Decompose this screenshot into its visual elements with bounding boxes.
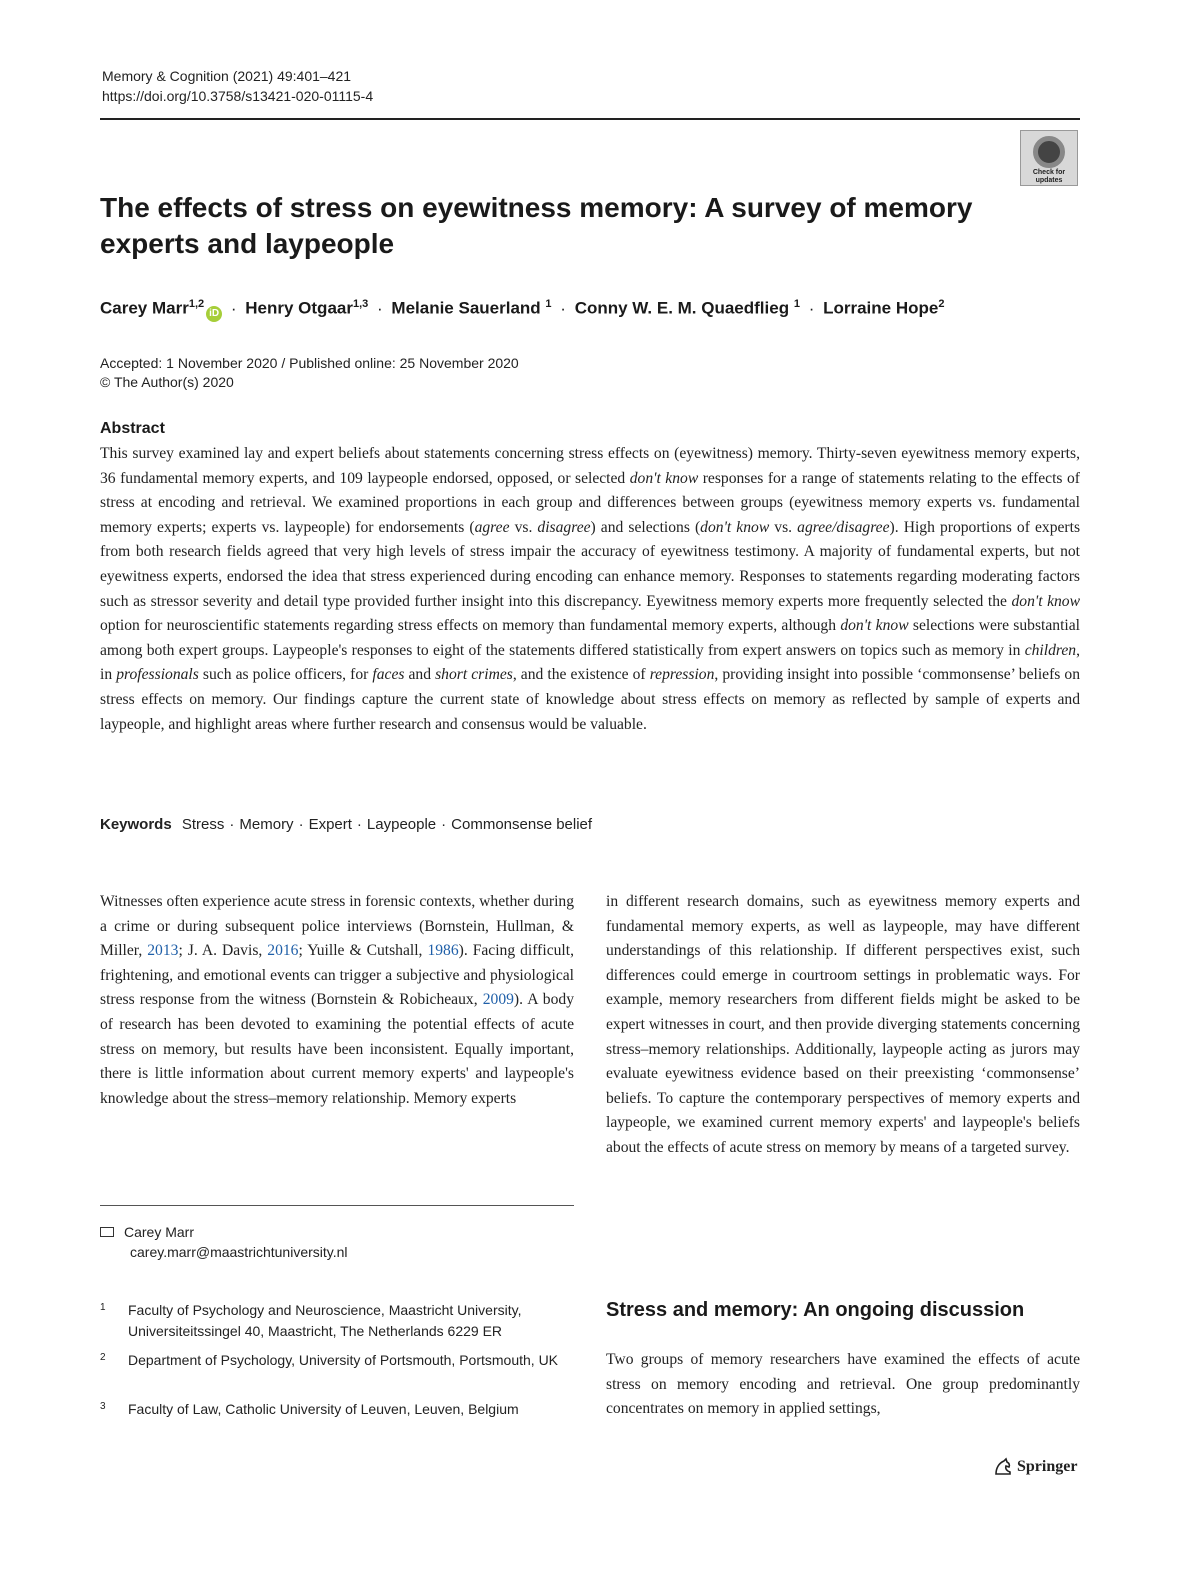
affiliation-number: 2 xyxy=(100,1352,106,1363)
citation-link[interactable]: 2016 xyxy=(267,942,299,960)
citation-link[interactable]: 1986 xyxy=(427,942,459,960)
author-affil: 1 xyxy=(545,298,552,310)
publication-dates xyxy=(100,354,519,392)
abstract-heading: Abstract xyxy=(100,420,165,437)
accepted-published: Accepted: 1 November 2020 / Published online: 25 November 2020 xyxy=(100,355,519,371)
author-name[interactable]: Melanie Sauerland xyxy=(391,298,541,318)
abstract-text: This survey examined lay and expert beliefs about statements concerning stress effects on (eyewitness) memory. Thirty-seven eyewitness memory experts, 36 fundamental memory experts, and 109 laypeople endorsed, opposed, or selected don't know responses for a range of statements relating to the effects of stress at encoding and retrieval. We examined proportions in each group and differences between groups (eyewitness memory experts vs. fundamental memory experts; experts vs. laypeople) for endorsements (agree vs. disagree) and selections (don't know vs. agree/disagree). High proportions of experts from both research fields agreed that very high levels of stress impair the accuracy of eyewitness testimony. A majority of fundamental experts, but not eyewitness experts, endorsed the idea that stress experienced during encoding can enhance memory. Responses to statements regarding moderating factors such as stressor severity and detail type provided further insight into this discrepancy. Eyewitness memory experts more frequently selected the don't know option for neuroscientific statements regarding stress effects on memory than fundamental memory experts, although don't know selections were substantial among both expert groups. Laypeople's responses to eight of the statements differed statistically from expert answers on topics such as memory in children, in professionals such as police officers, for faces and short crimes, and the existence of repression, providing insight into possible ‘commonsense’ beliefs on stress effects on memory. Our findings capture the current state of knowledge about stress effects on memory as reflected by sample of experts and laypeople, and highlight areas where further research and consensus would be valuable. xyxy=(100,445,1081,733)
paper-title: The effects of stress on eyewitness memory: A survey of memory experts and laypeople xyxy=(100,192,973,259)
keywords-label: Keywords xyxy=(100,816,172,833)
body-right-paragraph-2: Two groups of memory researchers have examined the effects of acute stress on memory encoding and retrieval. One group predominantly concentrates on memory in applied settings, xyxy=(606,1351,1080,1418)
affiliation-text: Faculty of Psychology and Neuroscience, Maastricht University, Universiteitssingel 40, Maastricht, The Netherlands 6229 ER xyxy=(128,1302,522,1339)
author-affil: 2 xyxy=(938,298,945,310)
body-right-paragraph: in different research domains, such as eyewitness memory experts and fundamental memory experts, as well as laypeople, may have different understandings of this relationship. If different perspectives exist, such differences could emerge in courtroom settings in problematic ways. For example, memory researchers from different fields might be asked to be expert witnesses in court, and then provide diverging statements concerning stress–memory relationships. Additionally, laypeople acting as jurors may evaluate eyewitness evidence based on their preexisting ‘commonsense’ beliefs. To capture the contemporary perspectives of memory experts and laypeople, we examined current memory experts' and laypeople's beliefs about the effects of acute stress on memory by means of a targeted survey. xyxy=(606,893,1080,1156)
correspondence xyxy=(100,1222,348,1262)
author-affil: 1 xyxy=(793,298,800,310)
keyword: Stress xyxy=(181,816,225,833)
springer-horse-icon xyxy=(993,1457,1013,1477)
envelope-icon xyxy=(100,1227,114,1237)
footnote-rule xyxy=(100,1205,574,1206)
publisher-logo xyxy=(993,1457,1077,1477)
author-separator: · xyxy=(377,298,383,318)
affiliation xyxy=(100,1399,580,1420)
author-separator: · xyxy=(808,298,815,318)
author-name[interactable]: Lorraine Hope xyxy=(823,298,939,318)
citation-link[interactable]: 2013 xyxy=(147,942,179,960)
keyword: Expert xyxy=(308,816,352,833)
journal-citation: Memory & Cognition (2021) 49:401–421 xyxy=(102,68,352,84)
affiliation xyxy=(100,1300,580,1342)
header-rule xyxy=(100,118,1080,120)
citation-link[interactable]: 2009 xyxy=(482,991,514,1009)
keyword-separator: · xyxy=(356,816,362,833)
journal-header xyxy=(102,66,373,106)
author-name[interactable]: Conny W. E. M. Quaedflieg xyxy=(574,298,790,318)
check-for-updates-badge[interactable] xyxy=(1020,130,1078,186)
author-affil: 1,3 xyxy=(352,298,369,310)
publisher-name: Springer xyxy=(1017,1458,1078,1475)
author-list xyxy=(100,292,1100,322)
body-left-paragraph: Witnesses often experience acute stress in forensic contexts, whether during a crime or during subsequent police interviews (Bornstein, Hullman, & Miller, 2013; J. A. Davis, 2016; Yuille & Cutshall, 1986). Facing difficult, frightening, and emotional events can trigger a subjective and physiological stress response from the witness (Bornstein & Robicheaux, 2009). A body of research has been devoted to examining the potential effects of acute stress on memory, but results have been inconsistent. Equally important, there is little information about current memory experts' and laypeople's knowledge about the stress–memory relationship. Memory experts xyxy=(100,893,574,1107)
author-separator: · xyxy=(230,298,237,318)
keyword-separator: · xyxy=(441,816,447,833)
author-separator: · xyxy=(560,298,566,318)
affiliation-text: Department of Psychology, University of Portsmouth, Portsmouth, UK xyxy=(128,1352,559,1368)
author-name[interactable]: Henry Otgaar xyxy=(245,298,353,318)
keyword-separator: · xyxy=(229,816,235,833)
keyword: Memory xyxy=(239,816,294,833)
keyword: Commonsense belief xyxy=(451,816,593,833)
orcid-icon[interactable]: iD xyxy=(206,306,222,322)
affiliation xyxy=(100,1350,580,1371)
check-updates-icon xyxy=(1033,136,1065,168)
keywords xyxy=(100,814,592,836)
correspondence-name: Carey Marr xyxy=(124,1224,195,1240)
section-heading: Stress and memory: An ongoing discussion xyxy=(606,1299,1025,1321)
keyword-separator: · xyxy=(298,816,304,833)
author-affil: 1,2 xyxy=(188,298,205,310)
correspondence-email[interactable]: carey.marr@maastrichtuniversity.nl xyxy=(130,1244,348,1260)
affiliation-text: Faculty of Law, Catholic University of Leuven, Leuven, Belgium xyxy=(128,1401,519,1417)
keyword: Laypeople xyxy=(366,816,437,833)
affiliation-number: 1 xyxy=(100,1302,106,1313)
check-updates-label: Check for updates xyxy=(1032,169,1066,184)
author-name[interactable]: Carey Marr xyxy=(100,298,189,318)
copyright: © The Author(s) 2020 xyxy=(100,374,234,390)
affiliation-number: 3 xyxy=(100,1401,106,1412)
doi-link[interactable]: https://doi.org/10.3758/s13421-020-01115-4 xyxy=(102,88,374,104)
